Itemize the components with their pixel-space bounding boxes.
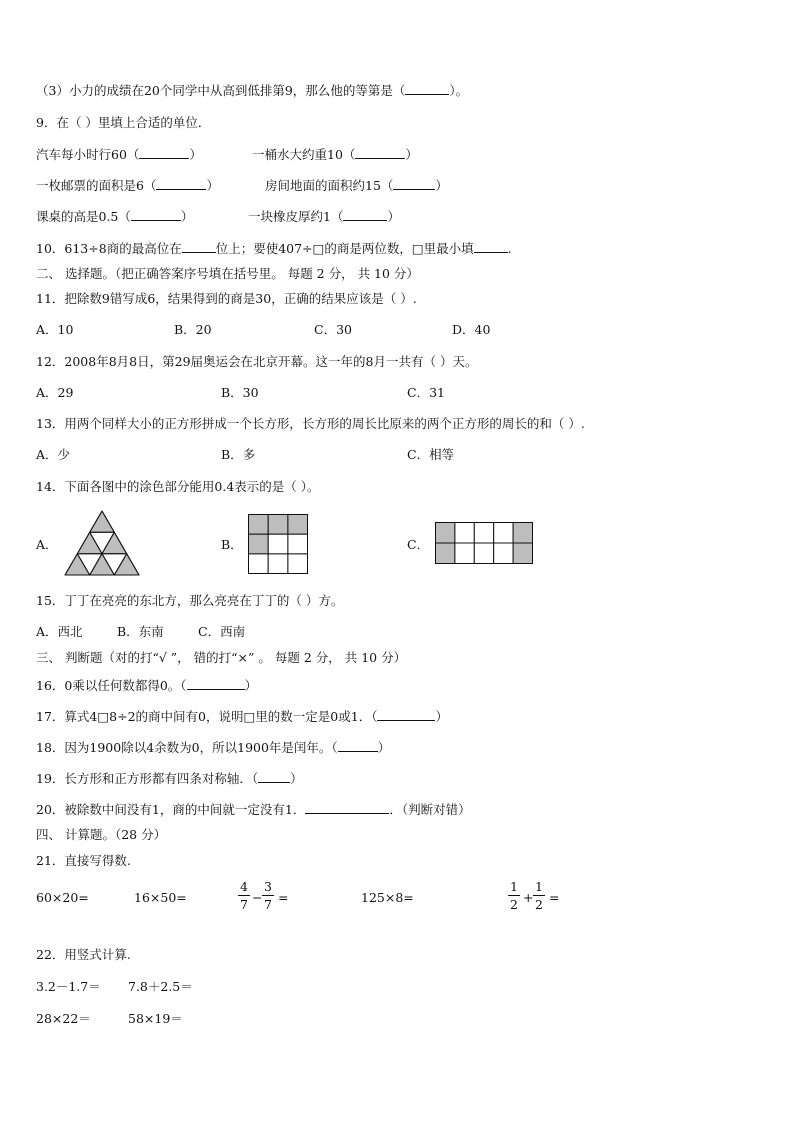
shaded-cell (65, 554, 90, 575)
figure-b-grid[interactable] (248, 514, 308, 574)
question-20 (36, 801, 471, 818)
q22-expr-2: 7.8＋2.5＝ (128, 979, 193, 994)
q19-text: 19．长方形和正方形都有四条对称轴．（ (36, 771, 259, 786)
q22-expr-1: 3.2－1.7＝ (36, 979, 101, 994)
shaded-cell (513, 543, 532, 564)
shaded-cell (90, 511, 115, 532)
question-11-stem: 11．把除数9错写成6，结果得到的商是30，正确的结果应该是（ ）. (36, 291, 417, 306)
question-15-stem: 15．丁丁在亮亮的东北方，那么亮亮在丁丁的（ ）方。 (36, 593, 344, 608)
shaded-cell (249, 534, 269, 554)
q16-text: 16．0乘以任何数都得0。（ (36, 678, 187, 693)
q12-option-a[interactable]: A．29 (36, 385, 74, 400)
q11-option-c[interactable]: C．30 (314, 322, 352, 337)
shaded-cell (249, 515, 269, 535)
q20-text: 20．被除数中间没有1，商的中间就一定没有1． (36, 802, 306, 817)
q15-option-b[interactable]: B．东南 (117, 624, 164, 639)
answer-blank[interactable] (139, 146, 189, 159)
numerator: 1 (510, 879, 518, 894)
numerator: 4 (240, 879, 248, 894)
q9-item-text: 汽车每小时行60（ (36, 147, 140, 162)
q21-expr-3: 125×8= (361, 890, 414, 905)
q22-expr-4: 58×19＝ (128, 1011, 183, 1026)
equals-sign: = (278, 890, 289, 905)
answer-blank[interactable] (338, 739, 378, 752)
q21-expr-1: 60×20= (36, 890, 89, 905)
q14-option-a-label[interactable]: A． (36, 537, 58, 552)
shaded-cell (288, 515, 308, 535)
q8-sub3-close: ）。 (449, 83, 469, 98)
denominator: 7 (264, 897, 272, 912)
figure-a-triangle[interactable] (64, 509, 140, 577)
section-4-title: 四、 计算题。（28 分） (36, 827, 167, 842)
section-3-title: 三、 判断题（对的打“√ ”， 错的打“×” 。 每题 2 分， 共 10 分） (36, 650, 407, 665)
q14-option-b-label[interactable]: B． (221, 537, 243, 552)
numerator: 1 (535, 879, 543, 894)
answer-blank[interactable] (305, 801, 389, 814)
minus-sign: − (252, 890, 263, 905)
shaded-cell (513, 523, 532, 544)
plus-sign: + (523, 890, 534, 905)
q9-item-close: ） (405, 147, 418, 162)
q9-item-close: ） (387, 209, 400, 224)
answer-blank[interactable] (405, 82, 449, 95)
q10-text-b: 位上；要使407÷□的商是两位数，□里最小填 (215, 241, 474, 256)
q9-item-text: 课桌的高是0.5（ (36, 209, 131, 224)
q20-tail: ．（判断对错） (389, 802, 471, 817)
figure-c-grid[interactable] (435, 522, 533, 564)
q21-fraction-1-2-b (533, 879, 545, 912)
answer-blank[interactable] (182, 240, 216, 253)
shaded-cell (436, 543, 455, 564)
q9-item-5 (36, 208, 193, 225)
shaded-cell (436, 523, 455, 544)
answer-blank[interactable] (187, 677, 245, 690)
question-9-stem: 9．在（ ）里填上合适的单位． (36, 115, 211, 130)
q22-expr-3: 28×22＝ (36, 1011, 91, 1026)
q9-item-text: 房间地面的面积约15（ (265, 178, 394, 193)
q9-item-text: 一块橡皮厚约1（ (248, 209, 344, 224)
q9-item-text: 一桶水大约重10（ (252, 147, 356, 162)
q11-option-b[interactable]: B．20 (174, 322, 212, 337)
q9-item-close: ） (180, 209, 194, 224)
q21-fraction-1-2-a (508, 879, 520, 912)
q13-option-b[interactable]: B．多 (221, 447, 256, 462)
denominator: 7 (240, 897, 248, 912)
answer-blank[interactable] (156, 177, 206, 190)
question-14-stem: 14．下面各图中的涂色部分能用0.4表示的是（ ）。 (36, 479, 320, 494)
q9-item-3 (36, 177, 219, 194)
answer-blank[interactable] (355, 146, 405, 159)
q18-close: ） (377, 740, 391, 755)
denominator: 2 (510, 897, 518, 912)
question-17 (36, 708, 448, 725)
q8-sub3-text: （3）小力的成绩在20个同学中从高到低排第9，那么他的等第是（ (36, 83, 406, 98)
question-8-sub3 (36, 82, 468, 99)
answer-blank[interactable] (474, 240, 508, 253)
q9-item-1 (36, 146, 202, 163)
q14-option-c-label[interactable]: C． (407, 537, 430, 552)
q9-item-text: 一枚邮票的面积是6（ (36, 178, 157, 193)
answer-blank[interactable] (377, 708, 435, 721)
q21-fraction-3-7 (262, 879, 274, 912)
numerator: 3 (264, 879, 272, 894)
q21-fraction-4-7 (238, 879, 250, 912)
q17-close: ） (435, 709, 448, 724)
question-22-stem: 22．用竖式计算. (36, 947, 131, 962)
q11-option-d[interactable]: D．40 (452, 322, 491, 337)
q21-expr-2: 16×50= (134, 890, 187, 905)
q18-text: 18．因为1900除以4余数为0，所以1900年是闰年。（ (36, 740, 338, 755)
denominator: 2 (535, 897, 543, 912)
question-18 (36, 739, 390, 756)
q9-item-close: ） (189, 147, 202, 162)
q10-text-c: . (507, 241, 512, 256)
question-10 (36, 240, 512, 257)
q19-close: ） (290, 771, 303, 786)
q17-text: 17．算式4□8÷2的商中间有0，说明□里的数一定是0或1．（ (36, 709, 378, 724)
shaded-cell (77, 532, 102, 553)
question-12-stem: 12．2008年8月8日，第29届奥运会在北京开幕。这一年的8月一共有（ ）天。 (36, 354, 478, 369)
question-13-stem: 13．用两个同样大小的正方形拼成一个长方形，长方形的周长比原来的两个正方形的周长的和（ ）. (36, 416, 585, 431)
q9-item-4 (265, 177, 448, 194)
answer-blank[interactable] (258, 770, 290, 783)
equals-sign: = (549, 890, 560, 905)
shaded-cell (114, 554, 139, 575)
answer-blank[interactable] (343, 208, 387, 221)
q16-close: ） (244, 678, 258, 693)
q9-item-close: ） (206, 178, 219, 193)
question-16 (36, 677, 257, 694)
q12-option-b[interactable]: B．30 (221, 385, 259, 400)
q13-option-a[interactable]: A．少 (36, 447, 71, 462)
q13-option-c[interactable]: C．相等 (407, 447, 455, 462)
q15-option-c[interactable]: C．西南 (198, 624, 246, 639)
question-21-stem: 21．直接写得数. (36, 853, 131, 868)
q12-option-c[interactable]: C．31 (407, 385, 445, 400)
q15-option-a[interactable]: A．西北 (36, 624, 83, 639)
q9-item-close: ） (435, 178, 448, 193)
q11-option-a[interactable]: A．10 (36, 322, 74, 337)
answer-blank[interactable] (131, 208, 181, 221)
q9-item-6 (248, 208, 400, 225)
shaded-cell (90, 554, 115, 575)
shaded-cell (102, 532, 127, 553)
answer-blank[interactable] (393, 177, 435, 190)
question-19 (36, 770, 303, 787)
shaded-cell (268, 515, 288, 535)
q9-item-2 (252, 146, 418, 163)
q10-text-a: 10．613÷8商的最高位在 (36, 241, 182, 256)
section-2-title: 二、 选择题。（把正确答案序号填在括号里。 每题 2 分， 共 10 分） (36, 266, 419, 281)
